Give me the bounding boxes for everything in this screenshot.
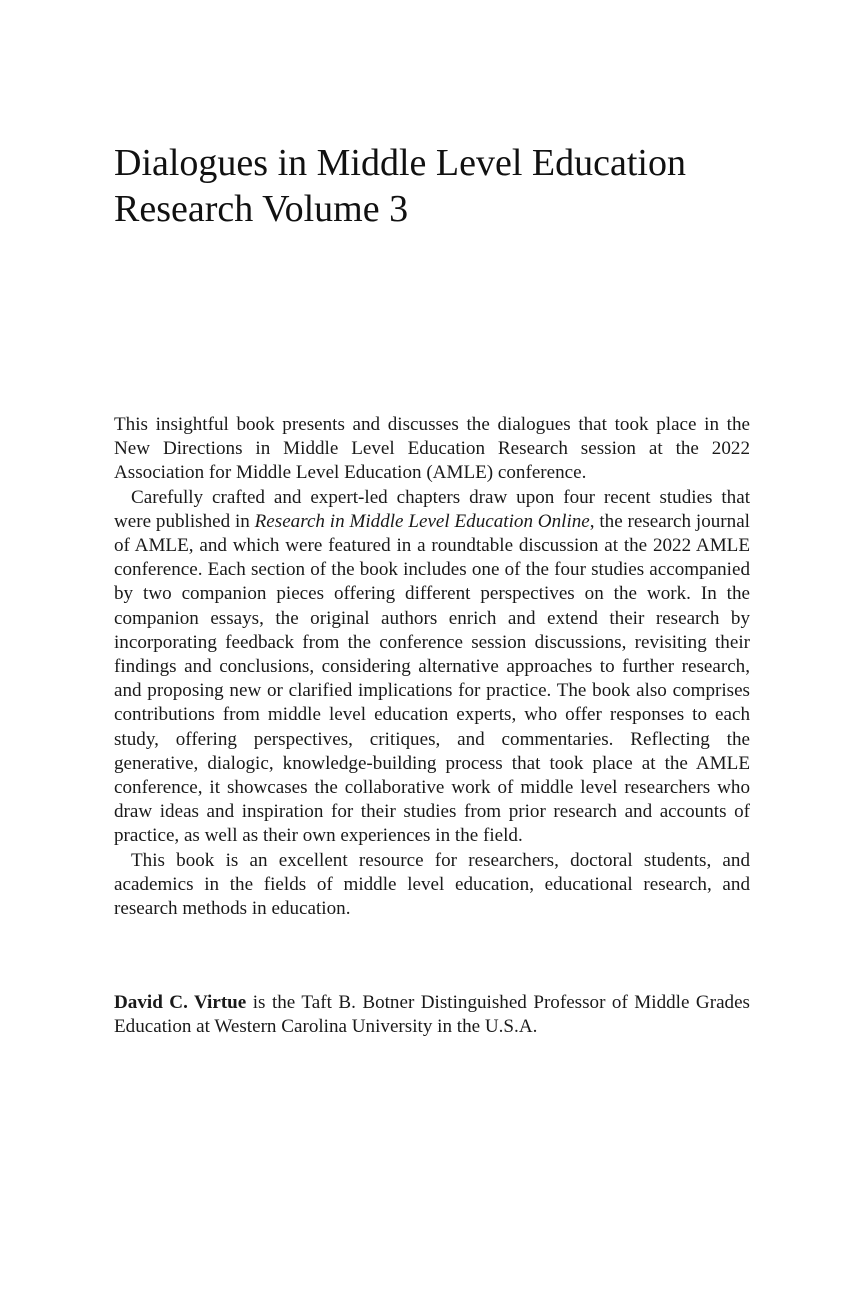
- description-paragraph-3: This book is an excellent resource for researchers, doctoral students, and academics in the fields of middle level education, educational research, and research methods in education.: [114, 849, 750, 920]
- journal-title: Research in Middle Level Education Online: [254, 510, 590, 532]
- author-bio: [114, 991, 750, 1039]
- description-paragraph-1: This insightful book presents and discusses the dialogues that took place in the New Directions in Middle Level Education Research session at the 2022 Association for Middle Level Education (AMLE) conference.: [114, 414, 750, 484]
- description-paragraph-2: [114, 486, 750, 849]
- author-bio-text: is the Taft B. Botner Distinguished Professor of Middle Grades Education at Western Carolina University in the U.S.A.: [114, 992, 750, 1038]
- book-title: [114, 140, 754, 232]
- book-description: [114, 413, 750, 921]
- description-p2-start: Carefully crafted and expert-led chapters draw upon four recent studies that were published in: [114, 486, 750, 532]
- book-title-line-2: Research Volume 3: [114, 188, 409, 230]
- author-name: David C. Virtue: [114, 992, 247, 1013]
- description-p2-end: , the research journal of AMLE, and which were featured in a roundtable discussion at the 2022 AMLE conference. Each section of the book includes one of the four studies accompanied by two companion pieces offering different perspectives on the work. In the companion essays, the original authors enrich and extend their research by incorporating feedback from the conference session discussions, revisiting their findings and conclusions, considering alternative approaches to further research, and proposing new or clarified implications for practice. The book also comprises contributions from middle level education experts, who offer responses to each study, offering perspectives, critiques, and commentaries. Reflecting the generative, dialogic, knowledge-building process that took place at the AMLE conference, it showcases the collaborative work of middle level researchers who draw ideas and inspiration for their studies from prior research and accounts of practice, as well as their own experiences in the field.: [114, 510, 750, 847]
- book-title-line-1: Dialogues in Middle Level Education: [114, 142, 686, 184]
